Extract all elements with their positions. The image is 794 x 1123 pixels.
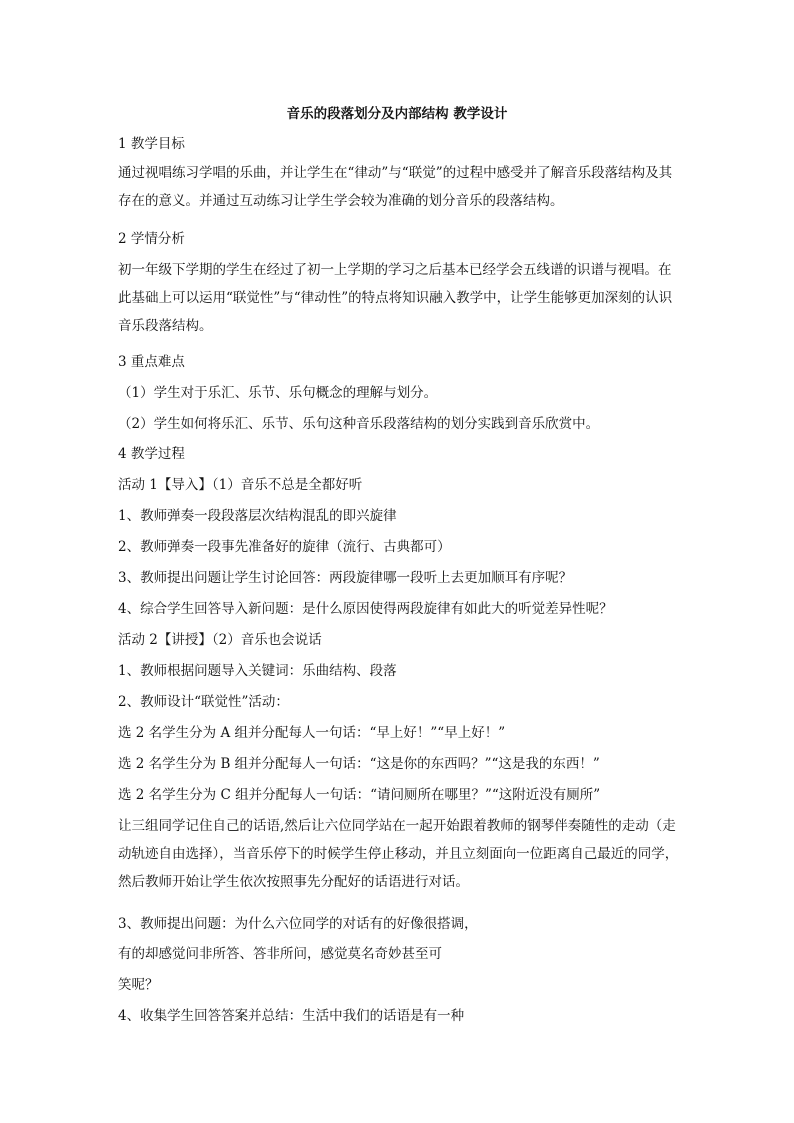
activity-2-step-4: 4、收集学生回答答案并总结：生活中我们的话语是有一种 <box>118 1008 465 1024</box>
document-title: 音乐的段落划分及内部结构 教学设计 <box>286 106 508 122</box>
activity-2-step-3-line-1: 3、教师提出问题：为什么六位同学的对话有的好像很搭调， <box>118 916 478 932</box>
section-heading-key: 3 重点难点 <box>118 354 185 370</box>
activity-2-step-3-line-2: 有的却感觉问非所答、答非所问，感觉莫名奇妙甚至可 <box>118 946 442 962</box>
section-heading-process: 4 教学过程 <box>118 446 185 462</box>
activity-2-step-2: 2、教师设计“联觉性”活动： <box>118 694 289 710</box>
activity-1-step-2: 2、教师弹奏一段事先准备好的旋律（流行、古典都可） <box>118 539 451 555</box>
paragraph-goal: 通过视唱练习学唱的乐曲，并让学生在“律动”与“联觉”的过程中感受并了解音乐段落结构及其存在的意义。并通过互动练习让学生学会较为准确的划分音乐的段落结构。 <box>118 165 673 209</box>
activity-2-group-c: 选 2 名学生分为 C 组并分配每人一句话：“请问厕所在哪里？”“这附近没有厕所” <box>118 787 601 803</box>
activity-2-group-b: 选 2 名学生分为 B 组并分配每人一句话：“这是你的东西吗？”“这是我的东西！” <box>118 756 600 772</box>
activity-1-heading: 活动 1【导入】（1）音乐不总是全都好听 <box>118 477 363 493</box>
key-point-2: （2）学生如何将乐汇、乐节、乐句这种音乐段落结构的划分实践到音乐欣赏中。 <box>118 416 600 432</box>
activity-2-group-a: 选 2 名学生分为 A 组并分配每人一句话：“早上好！”“早上好！” <box>118 725 506 741</box>
section-heading-analysis: 2 学情分析 <box>118 231 185 247</box>
activity-1-step-1: 1、教师弹奏一段段落层次结构混乱的即兴旋律 <box>118 508 397 524</box>
activity-2-instructions: 让三组同学记住自己的话语,然后让六位同学站在一起开始跟着教师的钢琴伴奏随性的走动（走动轨迹自由选择），当音乐停下的时候学生停止移动，并且立刻面向一位距离自己最近的同学，然后教师开始让学生依次按照事先分配好的话语进行对话。 <box>118 818 679 890</box>
activity-1-step-4: 4、综合学生回答导入新问题：是什么原因使得两段旋律有如此大的听觉差异性呢？ <box>118 601 613 617</box>
activity-2-step-1: 1、教师根据问题导入关键词：乐曲结构、段落 <box>118 663 397 679</box>
key-point-1: （1）学生对于乐汇、乐节、乐句概念的理解与划分。 <box>118 385 438 401</box>
activity-2-step-3-line-3: 笑呢？ <box>118 977 159 993</box>
section-heading-goal: 1 教学目标 <box>118 136 185 152</box>
activity-2-heading: 活动 2【讲授】（2）音乐也会说话 <box>118 632 322 648</box>
activity-1-step-3: 3、教师提出问题让学生讨论回答：两段旋律哪一段听上去更加顺耳有序呢？ <box>118 570 573 586</box>
paragraph-analysis: 初一年级下学期的学生在经过了初一上学期的学习之后基本已经学会五线谱的识谱与视唱。在此基础上可以运用“联觉性”与“律动性”的特点将知识融入教学中，让学生能够更加深刻的认识音乐段落结构。 <box>118 262 673 334</box>
